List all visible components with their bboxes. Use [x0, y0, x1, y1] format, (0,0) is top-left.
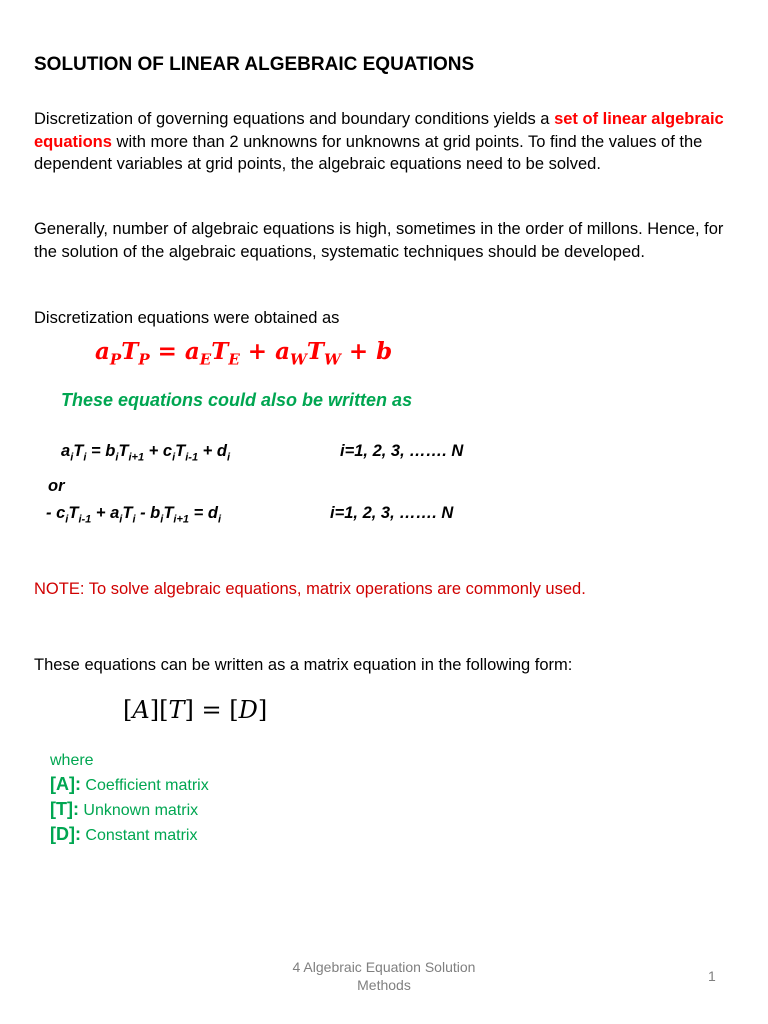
definition-d [50, 824, 197, 845]
definition-symbol: [D]: [50, 824, 81, 844]
matrix-equation: [A][T] = [D] [123, 696, 268, 724]
intro-paragraph [34, 108, 734, 176]
definition-t [50, 799, 198, 820]
intro-text-after: with more than 2 unknowns for unknowns at grid points. To find the values of the dependent variables at grid points, the algebraic equations need to be solved. [34, 132, 703, 173]
discretization-intro: Discretization equations were obtained as [34, 309, 340, 327]
definition-text: Coefficient matrix [80, 777, 209, 794]
or-label: or [48, 477, 65, 495]
equation-line-2: - $c_iT_{i-1} + a_iT_i - b_iT_{i+1} = d_i$ [46, 504, 221, 526]
alternate-form-heading: These equations could also be written as [61, 390, 413, 410]
footer-title: 4 Algebraic Equation Solution Methods [292, 959, 476, 993]
discretization-equation: $a_PT_P = a_ET_E + a_WT_W + b$ [95, 338, 393, 369]
definition-symbol: [T]: [50, 799, 79, 819]
equation-line-1-range: i=1, 2, 3, ……. N [340, 442, 464, 460]
intro-text-before: Discretization of governing equations and boundary conditions yields a [34, 110, 555, 128]
page-number: 1 [708, 968, 716, 984]
where-label: where [50, 752, 94, 769]
definition-text: Unknown matrix [78, 802, 199, 819]
intro-highlight: set of linear algebraic equations [34, 110, 724, 151]
definition-a [50, 774, 209, 795]
definition-symbol: [A]: [50, 774, 81, 794]
definition-text: Constant matrix [80, 827, 198, 844]
page-title: SOLUTION OF LINEAR ALGEBRAIC EQUATIONS [34, 54, 475, 75]
matrix-intro: These equations can be written as a matrix equation in the following form: [34, 656, 573, 674]
equation-line-1: $a_iT_i = b_iT_{i+1} + c_iT_{i-1} + d_i$ [61, 442, 231, 464]
systematic-paragraph: Generally, number of algebraic equations is high, sometimes in the order of millons. Hence, for the solution of the algebraic equations, systematic techniques should be developed. [34, 220, 724, 261]
note-text: NOTE: To solve algebraic equations, matrix operations are commonly used. [34, 580, 586, 598]
equation-line-2-range: i=1, 2, 3, ……. N [330, 504, 454, 522]
